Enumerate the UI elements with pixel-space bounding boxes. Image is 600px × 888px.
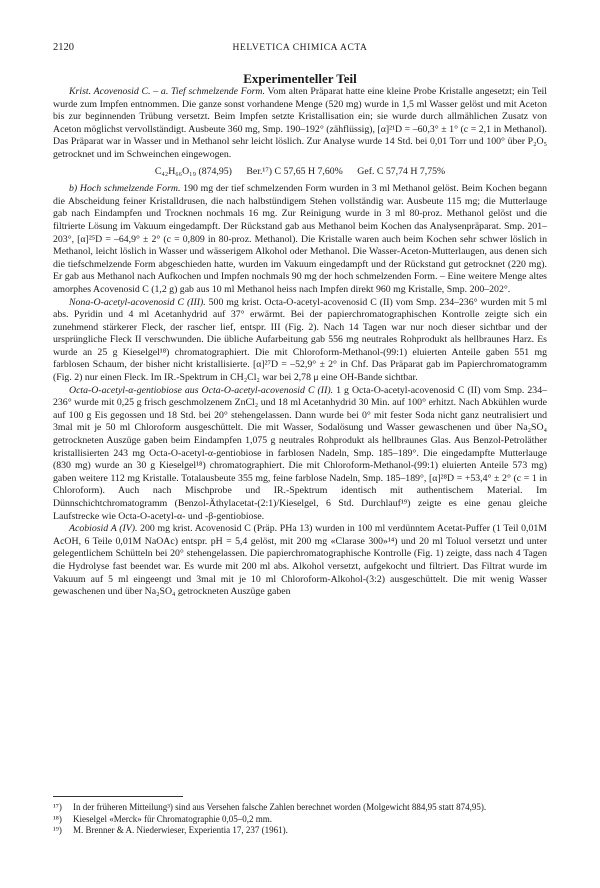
footnote-17 [53, 802, 547, 814]
paragraph-gentiobiose [53, 385, 547, 524]
paragraph-acovenosid-c-high [53, 183, 547, 296]
footnote-mark: ¹⁸) [53, 813, 62, 824]
footnotes [53, 802, 547, 837]
paragraph-nona-acetyl [53, 297, 547, 385]
paragraph-lead: Acobiosid A (IV). [69, 523, 138, 535]
paragraph-lead: Octa-O-acetyl-α-gentiobiose aus Octa-O-acetyl-acovenosid C (II). [69, 384, 334, 396]
section-title: Experimenteller Teil [243, 71, 357, 86]
footnote-18 [53, 814, 547, 826]
calculated-values: Ber.¹⁷) C 57,65 H 7,60% [246, 165, 343, 177]
paragraph-text: Vom alten Präparat hatte eine kleine Probe Kristalle angesetzt; ein Teil wurde zum Impfen entnommen. Die ganze sonst vorhandene Menge (520 mg) wurde in 1,5 ml Wasser gelöst und mit Aceton bis zur beginnenden Trübung versetzt. Beim Impfen setzte Kristallisation ein; sie wurde durch allmählichen Zusatz von Aceton möglichst vervollständigt. Ausbeute 360 mg, Smp. 190–192° (zähflüssig), [α]²¹D = –60,3° ± 1° (c = 2,1 in Methanol). Das Präparat war in Wasser und in Methanol sehr leicht löslich. Zur Analyse wurde 14 Std. bei 0,01 Torr und 100° über P₂O₅ getrocknet und im Schweinchen eingewogen. [53, 86, 547, 160]
footnote-mark: ¹⁷) [53, 802, 62, 812]
footnote-mark: ¹⁹) [53, 825, 62, 836]
page-number: 2120 [53, 42, 74, 53]
paragraph-text: 500 mg krist. Octa-O-acetyl-acovenosid C (II) vom Smp. 234–236° wurden mit 5 ml abs. Pyridin und 4 ml Acetanhydrid auf 37° erwärmt. Bei der papierchromatographischen Kontrolle zeigte sich ein zunehmend stärkerer Fleck, der rascher lief, entspr. III (Fig. 2). Nach 14 Tagen war nur noch dieser sichtbar und der ursprüngliche Fleck II verschwunden. Die übliche Aufarbeitung gab 556 mg neutrales Rohprodukt als hellbraunes Harz. Es wurde an 25 g Kieselgel¹⁸) chromatographiert. Die mit Chloroform-Methanol-(99:1) eluierten Anteile gaben 551 mg farblosen Schaum, der bisher nicht kristallisierte. [α]²⁷D = –52,9° ± 2° in Chf. Das Präparat gab im Papierchromatogramm (Fig. 2) nur einen Fleck. Im IR.-Spektrum in CH₂Cl₂ war bei 2,78 μ eine OH-Bande sichtbar. [53, 296, 548, 384]
paragraph-text: 200 mg krist. Acovenosid C (Präp. PHa 13) wurden in 100 ml verdünntem Acetat-Puffer (1 Teil 0,01M AcOH, 6 Teile 0,01M NaOAc) entspr. pH = 5,4 gelöst, mit 200 mg «Clarase 300»¹⁴) und 20 ml Toluol versetzt und unter gelegentlichem Schütteln bei 20° stehengelassen. Die papierchromatographische Kontrolle (Fig. 1) zeigte, dass nach 4 Tagen die Hydrolyse fast beendet war. Es wurde mit 200 ml abs. Alkohol versetzt, aufgekocht und filtriert. Das Filtrat wurde im Vakuum auf 5 ml eingeengt und 3mal mit je 10 ml Chloroform-Alkohol-(3:2) ausgeschüttelt. Die mit wenig Wasser gewaschenen und über Na₂SO₄ getrockneten Auszüge gaben [53, 523, 547, 598]
body-text [53, 86, 547, 599]
footnote-19 [53, 825, 547, 837]
paragraph-lead: Nona-O-acetyl-acovenosid C (III). [69, 296, 206, 308]
elemental-analysis [53, 166, 547, 179]
paragraph-text: 1 g Octa-O-acetyl-acovenosid C (II) vom Smp. 234–236° wurde mit 0,25 g frisch geschmolzenem ZnCl₂ und 18 ml Acetanhydrid 30 Min. auf 100° erhitzt. Nach Abkühlen wurde auf 100 g Eis gegossen und 18 Std. bei 20° stehengelassen. Dann wurde bei 0° mit fester Soda nicht ganz neutralisiert und 3mal mit je 50 ml Chloroform ausgeschüttelt. Die mit Wasser, Sodalösung und Wasser gewaschenen und über Na₂SO₄ getrockneten Auszüge gaben beim Eindampfen 1,075 g neutrales Rohprodukt als hellbraunes Glas. Aus Benzol-Petroläther kristallisierten 243 mg Octa-O-acetyl-α-gentiobiose in farblosen Nadeln, Smp. 185–189°. Die eingedampfte Mutterlauge (830 mg) wurde an 30 g Kieselgel¹⁸) chromatographiert. Die mit Chloroform-Methanol-(99:1) eluierten Anteile 573 mg) gaben weitere 112 mg Kristalle. Totalausbeute 355 mg, feine farblose Nadeln, Smp. 185–189°, [α]²⁸D = +53,4° ± 2° (c = 1 in Chloroform). Auch nach Mischprobe und IR.-Spektrum identisch mit authentischem Material. Im Dünnschichtchromatogramm (Benzol-Äthylacetat-(2:1)/Kieselgel, 6 Std. Durchlauf¹⁹) zeigte es eine genau gleiche Laufstrecke wie Octa-O-acetyl-α- und -β-gentiobiose. [53, 384, 548, 522]
journal-title: HELVETICA CHIMICA ACTA [232, 43, 368, 53]
found-values: Gef. C 57,74 H 7,75% [357, 165, 446, 177]
footnote-divider [53, 796, 183, 797]
paragraph-acovenosid-c-low [53, 86, 547, 162]
footnote-text: Kieselgel «Merck» für Chromatographie 0,05–0,2 mm. [73, 813, 272, 824]
running-header [53, 41, 547, 55]
paragraph-lead: Krist. Acovenosid C. – a. Tief schmelzende Form. [69, 86, 265, 97]
paragraph-lead: b) Hoch schmelzende Form. [69, 183, 181, 195]
paragraph-acobiosid-a [53, 523, 547, 599]
molecular-formula: C₄₂H₆₆O₁₉ (874,95) [154, 165, 232, 177]
footnote-text: In der früheren Mitteilung³) sind aus Versehen falsche Zahlen berechnet worden (Molgewicht 884,95 statt 874,95). [73, 802, 487, 812]
footnote-text: M. Brenner & A. Niederwieser, Experientia 17, 237 (1961). [73, 825, 288, 836]
paragraph-text: 190 mg der tief schmelzenden Form wurden in 3 ml Methanol gelöst. Beim Kochen begann die Abscheidung feiner Kristalldrusen, die nach halbstündigem Stehen vollständig war. Ausbeute 115 mg; die Mutterlauge gab nach Eindampfen und Trocknen nochmals 16 mg. Zur Reinigung wurde in 3 ml 80-proz. Methanol gelöst und die filtrierte Lösung im Vakuum eingedampft. Der Rückstand gab aus Methanol beim Kochen das Analysenpräparat. Smp. 201–203°, [α]²⁵D = –64,9° ± 2° (c = 0,809 in 80-proz. Methanol). Die Kristalle waren auch beim Kochen sehr schwer löslich in Methanol, leicht löslich in Wasser und wässerigem Alkohol oder Methanol. Die Wasser-Aceton-Mutterlaugen, aus denen sich die tiefschmelzende Form abgeschieden hatte, wurden im Vakuum eingedampft und der Rückstand gut getrocknet (220 mg). Er gab aus Methanol nach Aufkochen und Impfen nochmals 90 mg der hoch schmelzenden Form. – Eine weitere Menge altes amorphes Acovenosid C (1,2 g) gab aus 10 ml Methanol heiss nach Impfen direkt 960 mg Kristalle, Smp. 200–202°. [53, 183, 547, 295]
